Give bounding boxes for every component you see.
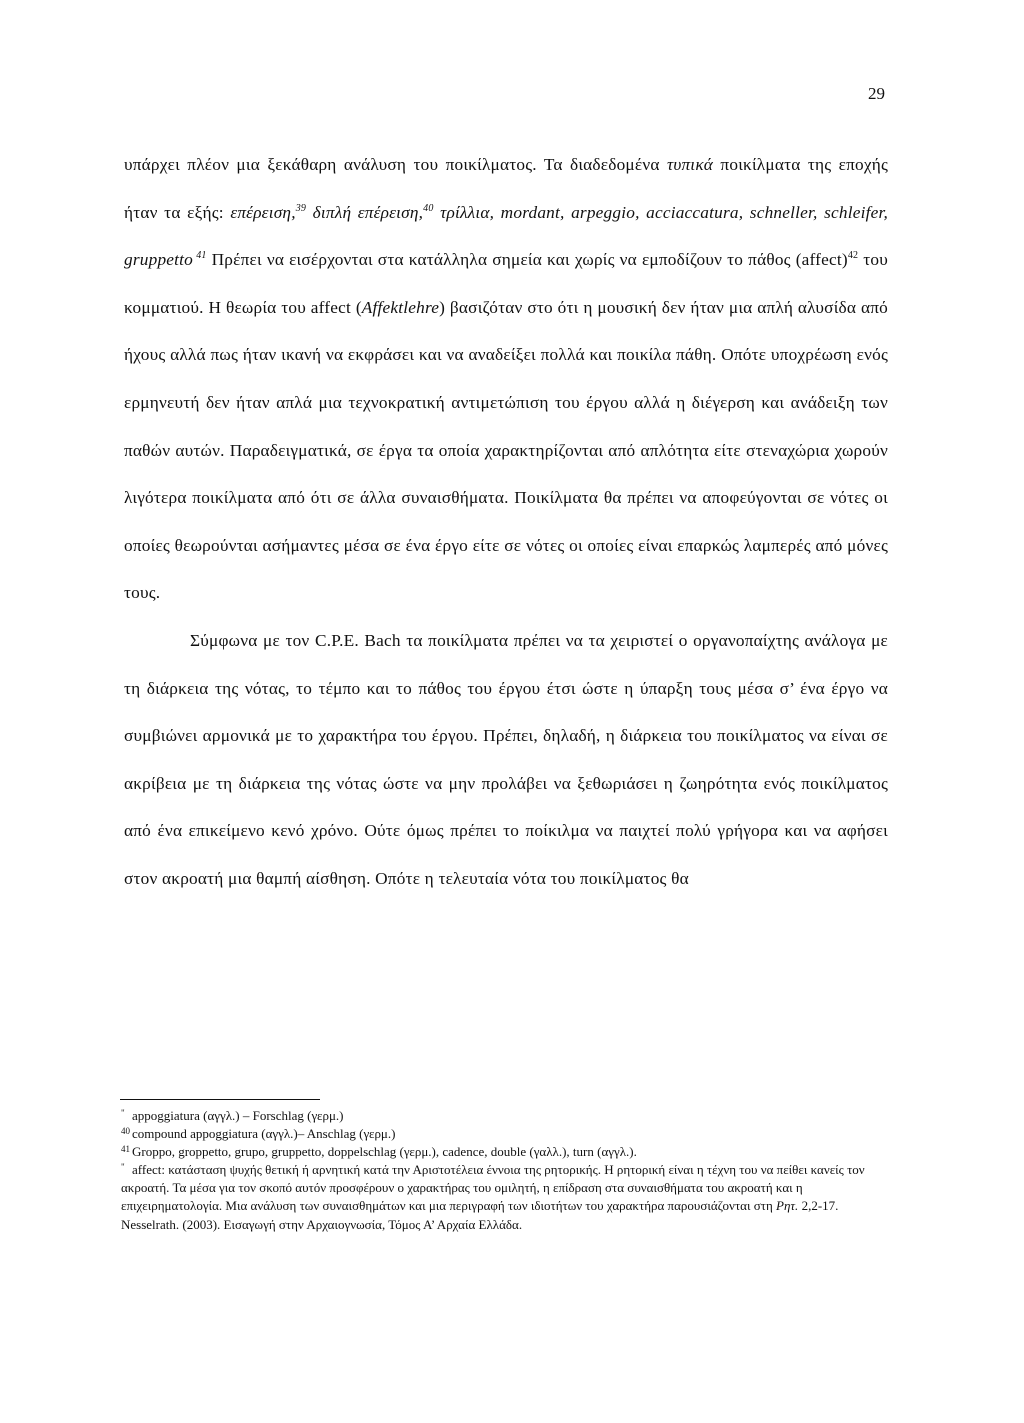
page-number: 29 xyxy=(868,84,885,103)
footnotes xyxy=(121,1107,891,1234)
footnote-divider xyxy=(120,1099,320,1100)
footnote-ref-41: 41 xyxy=(193,250,207,262)
paragraph-1: υπάρχει πλέον μια ξεκάθαρη ανάλυση του ποικίλματος. Τα διαδεδομένα τυπικά ποικίλματα της εποχής ήταν τα εξής: επέρειση,$^{39}$ διπλή επέρειση,$^{40}$ τρίλλια, mordant, arpeggio, acciaccatura, schneller, schleifer, gruppetto $^{41}$ Πρέπει να εισέρχονται στα κατάλληλα σημεία και χωρίς να εμποδίζουν το πάθος (affect)$^{42}$ του κομματιού. Η θεωρία του affect (Affektlehre) βασιζόταν στο ότι η μουσική δεν ήταν μια απλή αλυσίδα από ήχους αλλά πως ήταν ικανή να εκφράσει και να αναδείξει πολλά και ποικίλα πάθη. Οπότε υποχρέωση ενός ερμηνευτή δεν ήταν απλά μια τεχνοκρατική αντιμετώπιση του έργου αλλά η διέγερση και ανάδειξη των παθών αυτών. Παραδειγματικά, σε έργα τα οποία χαρακτηρίζονται από απλότητα είτε στεναχώρια χωρούν λιγότερα ποικίλματα από ότι σε άλλα συναισθήματα. Ποικίλματα θα πρέπει να αποφεύγονται σε νότες οι οποίες θεωρούνται ασήμαντες μέσα σε ένα έργο είτε σε νότες οι οποίες είναι επαρκώς λαμπερές από μόνες τους. xyxy=(124,155,888,603)
footnote-41: 41 Groppo, groppetto, grupo, gruppetto, doppelschlag (γερμ.), cadence, double (γαλλ.), turn (αγγλ.). xyxy=(121,1144,637,1160)
footnote-ref-39: 39 xyxy=(295,202,307,214)
footnote-ref-42: 42 xyxy=(847,250,859,262)
footnote-42: " affect: κατάσταση ψυχής θετική ή αρνητική κατά την Αριστοτέλεια έννοια της ρητορικής. Η ρητορική είναι η τέχνη του να πείθει κανείς τον ακροατή. Τα μέσα για τον σκοπό αυτόν προσφέρουν ο χαρακτήρας του ομιλητή, η επίδραση στα συναισθήματα του ακροατή και η επιχειρηματολογία. Μια ανάλυση των συναισθημάτων και μια περιγραφή των ιδιοτήτων του χαρακτήρα παρουσιάζονται στη Ρητ. 2,2-17. Nesselrath. (2003). Εισαγωγή στην Αρχαιογνωσία, Τόμος Α’ Αρχαία Ελλάδα. xyxy=(121,1162,865,1232)
paragraph-2: Σύμφωνα με τον C.P.E. Bach τα ποικίλματα πρέπει να τα χειριστεί ο οργανοπαίχτης ανάλογα με τη διάρκεια της νότας, το τέμπο και το πάθος του έργου έτσι ώστε η ύπαρξη τους μέσα σ’ ένα έργο να συμβιώνει αρμονικά με το χαρακτήρα του έργου. Πρέπει, δηλαδή, η διάρκεια του ποικίλματος να είναι σε ακρίβεια με τη διάρκεια της νότας ώστε να μην προλάβει να ξεθωριάσει η ζωηρότητα ενός ποικίλματος από ένα επικείμενο κενό χρόνο. Ούτε όμως πρέπει το ποίκιλμα να παιχτεί πολύ γρήγορα και να αφήσει στον ακροατή μια θαμπή αίσθηση. Οπότε η τελευταία νότα του ποικίλματος θα xyxy=(124,630,888,888)
footnote-ref-40: 40 xyxy=(423,202,434,214)
main-text xyxy=(124,141,888,903)
footnote-39: " appoggiatura (αγγλ.) – Forschlag (γερμ.) xyxy=(121,1108,344,1123)
footnote-40: 40 compound appoggiatura (αγγλ.)– Anschlag (γερμ.) xyxy=(121,1126,396,1142)
